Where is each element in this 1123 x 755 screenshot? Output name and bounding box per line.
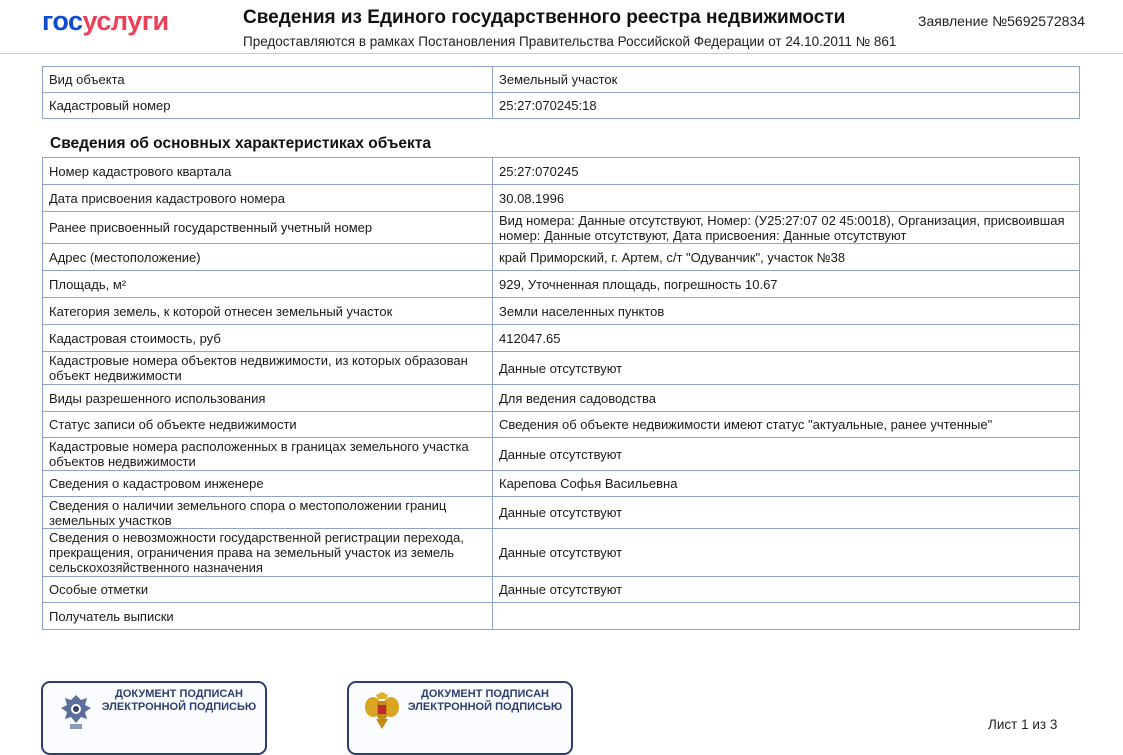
row-value: Земельный участок [493, 67, 1080, 93]
row-label: Кадастровые номера объектов недвижимости, из которых образован объект недвижимости [43, 352, 493, 385]
row-label: Дата присвоения кадастрового номера [43, 185, 493, 212]
row-value: Данные отсутствуют [493, 352, 1080, 385]
table-row [43, 212, 1080, 244]
row-label: Категория земель, к которой отнесен земельный участок [43, 298, 493, 325]
row-value: край Приморский, г. Артем, с/т "Одуванчик", участок №38 [493, 244, 1080, 271]
table-row [43, 438, 1080, 471]
row-value: 929, Уточненная площадь, погрешность 10.67 [493, 271, 1080, 298]
application-number: Заявление №5692572834 [918, 13, 1086, 29]
table-row [43, 298, 1080, 325]
row-value: 25:27:070245 [493, 158, 1080, 185]
row-value: 30.08.1996 [493, 185, 1080, 212]
gosuslugi-logo [42, 6, 169, 37]
rosreestr-emblem-icon [57, 691, 95, 733]
row-value: Данные отсутствуют [493, 438, 1080, 471]
page-number: Лист 1 из 3 [988, 717, 1058, 732]
row-label: Кадастровые номера расположенных в границах земельного участка объектов недвижимости [43, 438, 493, 471]
coat-of-arms-icon [363, 691, 401, 733]
document-title: Сведения из Единого государственного реестра недвижимости [243, 7, 846, 28]
row-value: 412047.65 [493, 325, 1080, 352]
logo-part-uslugi: услуги [82, 6, 169, 36]
table-row [43, 471, 1080, 497]
row-value [493, 603, 1080, 630]
object-table [42, 66, 1080, 119]
row-label: Ранее присвоенный государственный учетный номер [43, 212, 493, 244]
table-row [43, 93, 1080, 119]
document-subtitle: Предоставляются в рамках Постановления Правительства Российской Федерации от 24.10.2011 № 861 [243, 34, 897, 49]
header-divider [0, 53, 1123, 54]
row-label: Площадь, м² [43, 271, 493, 298]
stamp-text: ДОКУМЕНТ ПОДПИСАН ЭЛЕКТРОННОЙ ПОДПИСЬЮ [407, 688, 563, 713]
row-label: Номер кадастрового квартала [43, 158, 493, 185]
table-row [43, 271, 1080, 298]
row-value: Земли населенных пунктов [493, 298, 1080, 325]
table-row [43, 185, 1080, 212]
row-label: Сведения о наличии земельного спора о местоположении границ земельных участков [43, 497, 493, 529]
row-label: Кадастровая стоимость, руб [43, 325, 493, 352]
row-value: Сведения об объекте недвижимости имеют статус "актуальные, ранее учтенные" [493, 412, 1080, 438]
table-row [43, 325, 1080, 352]
stamp-text: ДОКУМЕНТ ПОДПИСАН ЭЛЕКТРОННОЙ ПОДПИСЬЮ [101, 688, 257, 713]
row-label: Получатель выписки [43, 603, 493, 630]
row-value: Данные отсутствуют [493, 577, 1080, 603]
row-value: Данные отсутствуют [493, 497, 1080, 529]
logo-part-gos: гос [42, 6, 83, 36]
table-row [43, 67, 1080, 93]
row-value: Карепова Софья Васильевна [493, 471, 1080, 497]
row-value: Данные отсутствуют [493, 529, 1080, 577]
table-row [43, 352, 1080, 385]
table-row [43, 412, 1080, 438]
section-title: Сведения об основных характеристиках объекта [50, 135, 432, 152]
table-row [43, 529, 1080, 577]
row-label: Сведения о невозможности государственной регистрации перехода, прекращения, ограничения права на земельный участок из земель сельскохозяйственного назначения [43, 529, 493, 577]
row-value: Для ведения садоводства [493, 385, 1080, 412]
table-row [43, 577, 1080, 603]
row-label: Статус записи об объекте недвижимости [43, 412, 493, 438]
table-row [43, 158, 1080, 185]
table-row [43, 497, 1080, 529]
row-value: Вид номера: Данные отсутствуют, Номер: (У25:27:07 02 45:0018), Организация, присвоившая номер: Данные отсутствуют, Дата присвоения: Данные отсутствуют [493, 212, 1080, 244]
characteristics-table [42, 157, 1080, 630]
electronic-signature-stamp [347, 681, 573, 755]
table-row [43, 385, 1080, 412]
row-label: Кадастровый номер [43, 93, 493, 119]
row-value: 25:27:070245:18 [493, 93, 1080, 119]
row-label: Вид объекта [43, 67, 493, 93]
table-row [43, 244, 1080, 271]
row-label: Сведения о кадастровом инженере [43, 471, 493, 497]
row-label: Адрес (местоположение) [43, 244, 493, 271]
table-row [43, 603, 1080, 630]
row-label: Особые отметки [43, 577, 493, 603]
electronic-signature-stamp [41, 681, 267, 755]
row-label: Виды разрешенного использования [43, 385, 493, 412]
